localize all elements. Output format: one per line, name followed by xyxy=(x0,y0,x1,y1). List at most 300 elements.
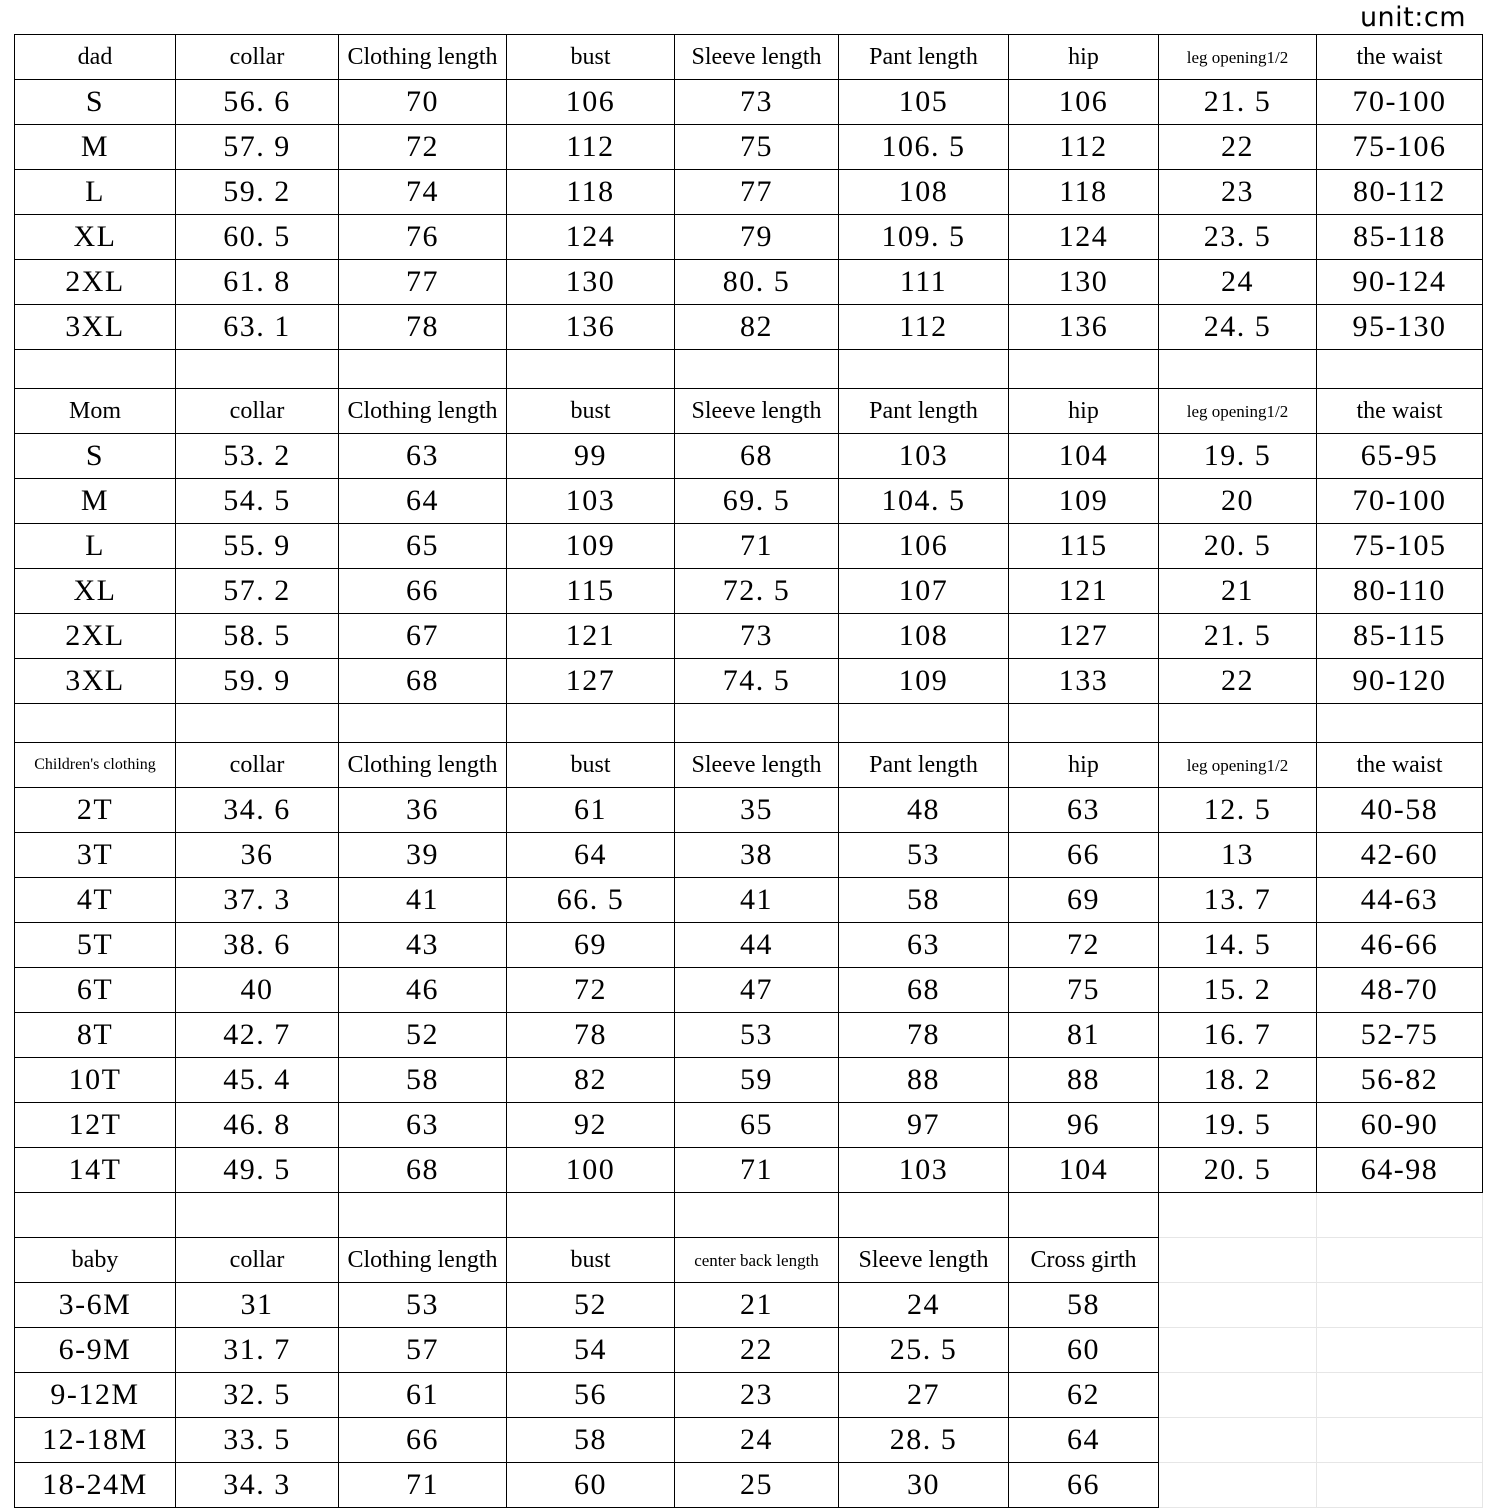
size-label: 3XL xyxy=(15,659,176,704)
cell-sleeve-length: 80. 5 xyxy=(675,260,839,305)
table-row xyxy=(15,215,1483,260)
cell-clothing-length: 76 xyxy=(339,215,507,260)
cell-leg-opening: 12. 5 xyxy=(1159,788,1317,833)
empty-cell xyxy=(1317,1373,1483,1418)
cell-hip: 115 xyxy=(1009,524,1159,569)
cell-leg-opening: 21. 5 xyxy=(1159,614,1317,659)
cell-pant-length: 68 xyxy=(839,968,1009,1013)
cell-clothing-length: 41 xyxy=(339,878,507,923)
cell-collar: 63. 1 xyxy=(176,305,339,350)
cell-bust: 56 xyxy=(507,1373,675,1418)
cell-collar: 31. 7 xyxy=(176,1328,339,1373)
size-label: XL xyxy=(15,215,176,260)
cell-pant-length: 97 xyxy=(839,1103,1009,1148)
cell-collar: 40 xyxy=(176,968,339,1013)
size-label: 2T xyxy=(15,788,176,833)
cell-leg-opening: 20 xyxy=(1159,479,1317,524)
size-label: 9-12M xyxy=(15,1373,176,1418)
cell-waist: 90-120 xyxy=(1317,659,1483,704)
cell-bust: 124 xyxy=(507,215,675,260)
cell-bust: 72 xyxy=(507,968,675,1013)
cell-leg-opening: 18. 2 xyxy=(1159,1058,1317,1103)
cell-bust: 58 xyxy=(507,1418,675,1463)
cell-collar: 57. 2 xyxy=(176,569,339,614)
cell-leg-opening: 20. 5 xyxy=(1159,524,1317,569)
cell-center-back-length: 24 xyxy=(675,1418,839,1463)
cell-clothing-length: 66 xyxy=(339,1418,507,1463)
cell-sleeve-length: 71 xyxy=(675,524,839,569)
cell-sleeve-length: 72. 5 xyxy=(675,569,839,614)
cell-sleeve-length: 69. 5 xyxy=(675,479,839,524)
table-row xyxy=(15,1418,1483,1463)
cell-pant-length: 48 xyxy=(839,788,1009,833)
empty-cell xyxy=(1159,1463,1317,1508)
cell-hip: 104 xyxy=(1009,434,1159,479)
table-row xyxy=(15,1328,1483,1373)
spacer-cell xyxy=(339,350,507,389)
cell-bust: 127 xyxy=(507,659,675,704)
table-row xyxy=(15,1103,1483,1148)
column-header-bust: bust xyxy=(507,389,675,434)
spacer-cell xyxy=(507,704,675,743)
table-row xyxy=(15,434,1483,479)
cell-clothing-length: 36 xyxy=(339,788,507,833)
size-label: 6-9M xyxy=(15,1328,176,1373)
column-header-sleeve-length: Sleeve length xyxy=(675,743,839,788)
size-label: 2XL xyxy=(15,614,176,659)
spacer-row xyxy=(15,350,1483,389)
column-header-hip: hip xyxy=(1009,743,1159,788)
cell-clothing-length: 39 xyxy=(339,833,507,878)
cell-bust: 54 xyxy=(507,1328,675,1373)
size-label: 4T xyxy=(15,878,176,923)
table-row xyxy=(15,968,1483,1013)
cell-leg-opening: 14. 5 xyxy=(1159,923,1317,968)
table-row xyxy=(15,170,1483,215)
cell-waist: 60-90 xyxy=(1317,1103,1483,1148)
spacer-cell xyxy=(1317,704,1483,743)
cell-clothing-length: 71 xyxy=(339,1463,507,1508)
cell-waist: 46-66 xyxy=(1317,923,1483,968)
cell-collar: 34. 6 xyxy=(176,788,339,833)
cell-collar: 31 xyxy=(176,1283,339,1328)
cell-collar: 32. 5 xyxy=(176,1373,339,1418)
cell-collar: 55. 9 xyxy=(176,524,339,569)
cell-sleeve-length: 71 xyxy=(675,1148,839,1193)
column-header-pant-length: Pant length xyxy=(839,389,1009,434)
cell-pant-length: 104. 5 xyxy=(839,479,1009,524)
cell-bust: 100 xyxy=(507,1148,675,1193)
cell-collar: 53. 2 xyxy=(176,434,339,479)
column-header-hip: hip xyxy=(1009,35,1159,80)
cell-collar: 45. 4 xyxy=(176,1058,339,1103)
cell-clothing-length: 70 xyxy=(339,80,507,125)
table-row xyxy=(15,878,1483,923)
cell-clothing-length: 78 xyxy=(339,305,507,350)
empty-cell xyxy=(1159,1193,1317,1238)
empty-cell xyxy=(1317,1463,1483,1508)
cell-waist: 75-106 xyxy=(1317,125,1483,170)
cell-leg-opening: 19. 5 xyxy=(1159,434,1317,479)
column-header-sleeve-length: Sleeve length xyxy=(675,389,839,434)
cell-hip: 69 xyxy=(1009,878,1159,923)
cell-center-back-length: 21 xyxy=(675,1283,839,1328)
cell-cross-girth: 66 xyxy=(1009,1463,1159,1508)
spacer-cell xyxy=(1159,350,1317,389)
table-row xyxy=(15,569,1483,614)
cell-collar: 59. 9 xyxy=(176,659,339,704)
column-header-pant-length: Pant length xyxy=(839,35,1009,80)
cell-hip: 72 xyxy=(1009,923,1159,968)
cell-bust: 121 xyxy=(507,614,675,659)
cell-center-back-length: 23 xyxy=(675,1373,839,1418)
column-header-leg-opening: leg opening1/2 xyxy=(1159,743,1317,788)
cell-waist: 90-124 xyxy=(1317,260,1483,305)
cell-pant-length: 58 xyxy=(839,878,1009,923)
cell-collar: 38. 6 xyxy=(176,923,339,968)
cell-hip: 81 xyxy=(1009,1013,1159,1058)
cell-waist: 42-60 xyxy=(1317,833,1483,878)
cell-waist: 64-98 xyxy=(1317,1148,1483,1193)
table-row xyxy=(15,614,1483,659)
column-header-waist: the waist xyxy=(1317,35,1483,80)
cell-bust: 112 xyxy=(507,125,675,170)
spacer-cell xyxy=(839,350,1009,389)
spacer-cell xyxy=(1317,350,1483,389)
cell-leg-opening: 24. 5 xyxy=(1159,305,1317,350)
column-header-leg-opening: leg opening1/2 xyxy=(1159,35,1317,80)
cell-pant-length: 109 xyxy=(839,659,1009,704)
cell-pant-length: 109. 5 xyxy=(839,215,1009,260)
column-header-waist: the waist xyxy=(1317,743,1483,788)
cell-waist: 80-110 xyxy=(1317,569,1483,614)
cell-sleeve-length: 73 xyxy=(675,614,839,659)
cell-sleeve-length: 77 xyxy=(675,170,839,215)
cell-hip: 118 xyxy=(1009,170,1159,215)
cell-bust: 99 xyxy=(507,434,675,479)
cell-hip: 66 xyxy=(1009,833,1159,878)
size-label: 3XL xyxy=(15,305,176,350)
cell-sleeve-length: 82 xyxy=(675,305,839,350)
spacer-cell xyxy=(1009,1193,1159,1238)
cell-pant-length: 112 xyxy=(839,305,1009,350)
cell-hip: 88 xyxy=(1009,1058,1159,1103)
size-label: 12-18M xyxy=(15,1418,176,1463)
size-label: L xyxy=(15,524,176,569)
spacer-cell xyxy=(1009,350,1159,389)
empty-cell xyxy=(1317,1328,1483,1373)
cell-waist: 44-63 xyxy=(1317,878,1483,923)
size-label: S xyxy=(15,80,176,125)
cell-hip: 109 xyxy=(1009,479,1159,524)
size-label: 12T xyxy=(15,1103,176,1148)
cell-leg-opening: 13 xyxy=(1159,833,1317,878)
spacer-cell xyxy=(15,1193,176,1238)
empty-cell xyxy=(1159,1238,1317,1283)
cell-hip: 96 xyxy=(1009,1103,1159,1148)
cell-cross-girth: 60 xyxy=(1009,1328,1159,1373)
table-row xyxy=(15,305,1483,350)
spacer-cell xyxy=(176,1193,339,1238)
cell-hip: 130 xyxy=(1009,260,1159,305)
spacer-cell xyxy=(15,350,176,389)
table-row xyxy=(15,1373,1483,1418)
cell-hip: 63 xyxy=(1009,788,1159,833)
cell-clothing-length: 61 xyxy=(339,1373,507,1418)
table-row xyxy=(15,659,1483,704)
cell-clothing-length: 63 xyxy=(339,434,507,479)
cell-sleeve-length: 28. 5 xyxy=(839,1418,1009,1463)
cell-hip: 136 xyxy=(1009,305,1159,350)
cell-collar: 56. 6 xyxy=(176,80,339,125)
cell-bust: 52 xyxy=(507,1283,675,1328)
column-header-bust: bust xyxy=(507,743,675,788)
column-header-pant-length: Pant length xyxy=(839,743,1009,788)
cell-sleeve-length: 38 xyxy=(675,833,839,878)
cell-pant-length: 103 xyxy=(839,434,1009,479)
empty-cell xyxy=(1317,1283,1483,1328)
column-header-bust: bust xyxy=(507,35,675,80)
cell-bust: 130 xyxy=(507,260,675,305)
cell-center-back-length: 22 xyxy=(675,1328,839,1373)
cell-sleeve-length: 73 xyxy=(675,80,839,125)
cell-leg-opening: 16. 7 xyxy=(1159,1013,1317,1058)
size-chart-table xyxy=(14,34,1483,1508)
spacer-cell xyxy=(675,1193,839,1238)
cell-pant-length: 63 xyxy=(839,923,1009,968)
cell-leg-opening: 15. 2 xyxy=(1159,968,1317,1013)
cell-sleeve-length: 68 xyxy=(675,434,839,479)
column-header-cross-girth: Cross girth xyxy=(1009,1238,1159,1283)
cell-collar: 33. 5 xyxy=(176,1418,339,1463)
spacer-cell xyxy=(675,350,839,389)
cell-waist: 65-95 xyxy=(1317,434,1483,479)
size-label: XL xyxy=(15,569,176,614)
cell-bust: 64 xyxy=(507,833,675,878)
cell-waist: 70-100 xyxy=(1317,479,1483,524)
column-header-clothing-length: Clothing length xyxy=(339,1238,507,1283)
cell-pant-length: 105 xyxy=(839,80,1009,125)
size-label: 10T xyxy=(15,1058,176,1103)
cell-leg-opening: 19. 5 xyxy=(1159,1103,1317,1148)
cell-sleeve-length: 24 xyxy=(839,1283,1009,1328)
table-row xyxy=(15,125,1483,170)
cell-bust: 109 xyxy=(507,524,675,569)
cell-waist: 48-70 xyxy=(1317,968,1483,1013)
cell-clothing-length: 57 xyxy=(339,1328,507,1373)
cell-bust: 115 xyxy=(507,569,675,614)
cell-hip: 124 xyxy=(1009,215,1159,260)
cell-sleeve-length: 27 xyxy=(839,1373,1009,1418)
cell-sleeve-length: 59 xyxy=(675,1058,839,1103)
cell-pant-length: 107 xyxy=(839,569,1009,614)
cell-hip: 133 xyxy=(1009,659,1159,704)
cell-clothing-length: 43 xyxy=(339,923,507,968)
cell-sleeve-length: 79 xyxy=(675,215,839,260)
cell-hip: 104 xyxy=(1009,1148,1159,1193)
cell-leg-opening: 24 xyxy=(1159,260,1317,305)
empty-cell xyxy=(1159,1373,1317,1418)
table-row xyxy=(15,260,1483,305)
table-row xyxy=(15,1463,1483,1508)
cell-clothing-length: 64 xyxy=(339,479,507,524)
size-label: 14T xyxy=(15,1148,176,1193)
section-title-dad: dad xyxy=(15,35,176,80)
cell-leg-opening: 21. 5 xyxy=(1159,80,1317,125)
column-header-sleeve-length: Sleeve length xyxy=(839,1238,1009,1283)
size-label: 3-6M xyxy=(15,1283,176,1328)
cell-waist: 75-105 xyxy=(1317,524,1483,569)
size-label: 18-24M xyxy=(15,1463,176,1508)
cell-bust: 136 xyxy=(507,305,675,350)
spacer-cell xyxy=(675,704,839,743)
spacer-cell xyxy=(176,350,339,389)
cell-bust: 60 xyxy=(507,1463,675,1508)
cell-bust: 69 xyxy=(507,923,675,968)
empty-cell xyxy=(1159,1283,1317,1328)
cell-clothing-length: 66 xyxy=(339,569,507,614)
cell-hip: 106 xyxy=(1009,80,1159,125)
spacer-row xyxy=(15,1193,1483,1238)
section-title-children: Children's clothing xyxy=(15,743,176,788)
table-row xyxy=(15,788,1483,833)
cell-clothing-length: 74 xyxy=(339,170,507,215)
table-row xyxy=(15,80,1483,125)
spacer-cell xyxy=(15,704,176,743)
cell-leg-opening: 23 xyxy=(1159,170,1317,215)
cell-pant-length: 103 xyxy=(839,1148,1009,1193)
cell-waist: 85-115 xyxy=(1317,614,1483,659)
size-label: M xyxy=(15,479,176,524)
size-label: 5T xyxy=(15,923,176,968)
cell-hip: 75 xyxy=(1009,968,1159,1013)
cell-pant-length: 88 xyxy=(839,1058,1009,1103)
cell-hip: 121 xyxy=(1009,569,1159,614)
spacer-cell xyxy=(507,350,675,389)
cell-sleeve-length: 25. 5 xyxy=(839,1328,1009,1373)
cell-bust: 106 xyxy=(507,80,675,125)
column-header-waist: the waist xyxy=(1317,389,1483,434)
table-header-row-mom xyxy=(15,389,1483,434)
spacer-cell xyxy=(1009,704,1159,743)
empty-cell xyxy=(1317,1238,1483,1283)
cell-cross-girth: 58 xyxy=(1009,1283,1159,1328)
table-row xyxy=(15,833,1483,878)
table-row xyxy=(15,1148,1483,1193)
cell-clothing-length: 53 xyxy=(339,1283,507,1328)
spacer-cell xyxy=(176,704,339,743)
section-title-baby: baby xyxy=(15,1238,176,1283)
table-header-row-children xyxy=(15,743,1483,788)
column-header-collar: collar xyxy=(176,743,339,788)
column-header-bust: bust xyxy=(507,1238,675,1283)
cell-sleeve-length: 74. 5 xyxy=(675,659,839,704)
section-title-mom: Mom xyxy=(15,389,176,434)
cell-waist: 52-75 xyxy=(1317,1013,1483,1058)
cell-clothing-length: 67 xyxy=(339,614,507,659)
cell-sleeve-length: 75 xyxy=(675,125,839,170)
cell-bust: 118 xyxy=(507,170,675,215)
spacer-cell xyxy=(839,1193,1009,1238)
cell-clothing-length: 65 xyxy=(339,524,507,569)
table-row xyxy=(15,1013,1483,1058)
cell-leg-opening: 20. 5 xyxy=(1159,1148,1317,1193)
cell-leg-opening: 21 xyxy=(1159,569,1317,614)
column-header-hip: hip xyxy=(1009,389,1159,434)
cell-hip: 127 xyxy=(1009,614,1159,659)
cell-clothing-length: 63 xyxy=(339,1103,507,1148)
cell-sleeve-length: 30 xyxy=(839,1463,1009,1508)
cell-collar: 61. 8 xyxy=(176,260,339,305)
empty-cell xyxy=(1159,1418,1317,1463)
spacer-cell xyxy=(1159,704,1317,743)
cell-cross-girth: 64 xyxy=(1009,1418,1159,1463)
cell-clothing-length: 68 xyxy=(339,659,507,704)
cell-sleeve-length: 41 xyxy=(675,878,839,923)
cell-collar: 46. 8 xyxy=(176,1103,339,1148)
column-header-center-back-length: center back length xyxy=(675,1238,839,1283)
cell-pant-length: 108 xyxy=(839,614,1009,659)
cell-collar: 57. 9 xyxy=(176,125,339,170)
cell-clothing-length: 72 xyxy=(339,125,507,170)
cell-waist: 85-118 xyxy=(1317,215,1483,260)
cell-clothing-length: 58 xyxy=(339,1058,507,1103)
cell-sleeve-length: 65 xyxy=(675,1103,839,1148)
size-label: 2XL xyxy=(15,260,176,305)
table-row xyxy=(15,923,1483,968)
cell-leg-opening: 23. 5 xyxy=(1159,215,1317,260)
column-header-collar: collar xyxy=(176,389,339,434)
table-row xyxy=(15,1283,1483,1328)
cell-collar: 54. 5 xyxy=(176,479,339,524)
column-header-sleeve-length: Sleeve length xyxy=(675,35,839,80)
cell-collar: 36 xyxy=(176,833,339,878)
cell-collar: 60. 5 xyxy=(176,215,339,260)
column-header-leg-opening: leg opening1/2 xyxy=(1159,389,1317,434)
size-label: 6T xyxy=(15,968,176,1013)
table-header-row-baby xyxy=(15,1238,1483,1283)
cell-clothing-length: 46 xyxy=(339,968,507,1013)
cell-sleeve-length: 44 xyxy=(675,923,839,968)
cell-collar: 59. 2 xyxy=(176,170,339,215)
column-header-clothing-length: Clothing length xyxy=(339,389,507,434)
unit-label: unit:cm xyxy=(1359,1,1466,33)
cell-pant-length: 106. 5 xyxy=(839,125,1009,170)
cell-pant-length: 108 xyxy=(839,170,1009,215)
column-header-clothing-length: Clothing length xyxy=(339,35,507,80)
table-row xyxy=(15,1058,1483,1103)
table-header-row-dad xyxy=(15,35,1483,80)
cell-pant-length: 53 xyxy=(839,833,1009,878)
column-header-collar: collar xyxy=(176,1238,339,1283)
cell-waist: 95-130 xyxy=(1317,305,1483,350)
size-label: M xyxy=(15,125,176,170)
cell-sleeve-length: 35 xyxy=(675,788,839,833)
cell-clothing-length: 77 xyxy=(339,260,507,305)
size-label: L xyxy=(15,170,176,215)
cell-collar: 34. 3 xyxy=(176,1463,339,1508)
empty-cell xyxy=(1317,1193,1483,1238)
column-header-clothing-length: Clothing length xyxy=(339,743,507,788)
cell-waist: 40-58 xyxy=(1317,788,1483,833)
spacer-cell xyxy=(339,1193,507,1238)
cell-collar: 58. 5 xyxy=(176,614,339,659)
cell-bust: 66. 5 xyxy=(507,878,675,923)
spacer-cell xyxy=(507,1193,675,1238)
cell-bust: 103 xyxy=(507,479,675,524)
cell-waist: 56-82 xyxy=(1317,1058,1483,1103)
cell-pant-length: 111 xyxy=(839,260,1009,305)
